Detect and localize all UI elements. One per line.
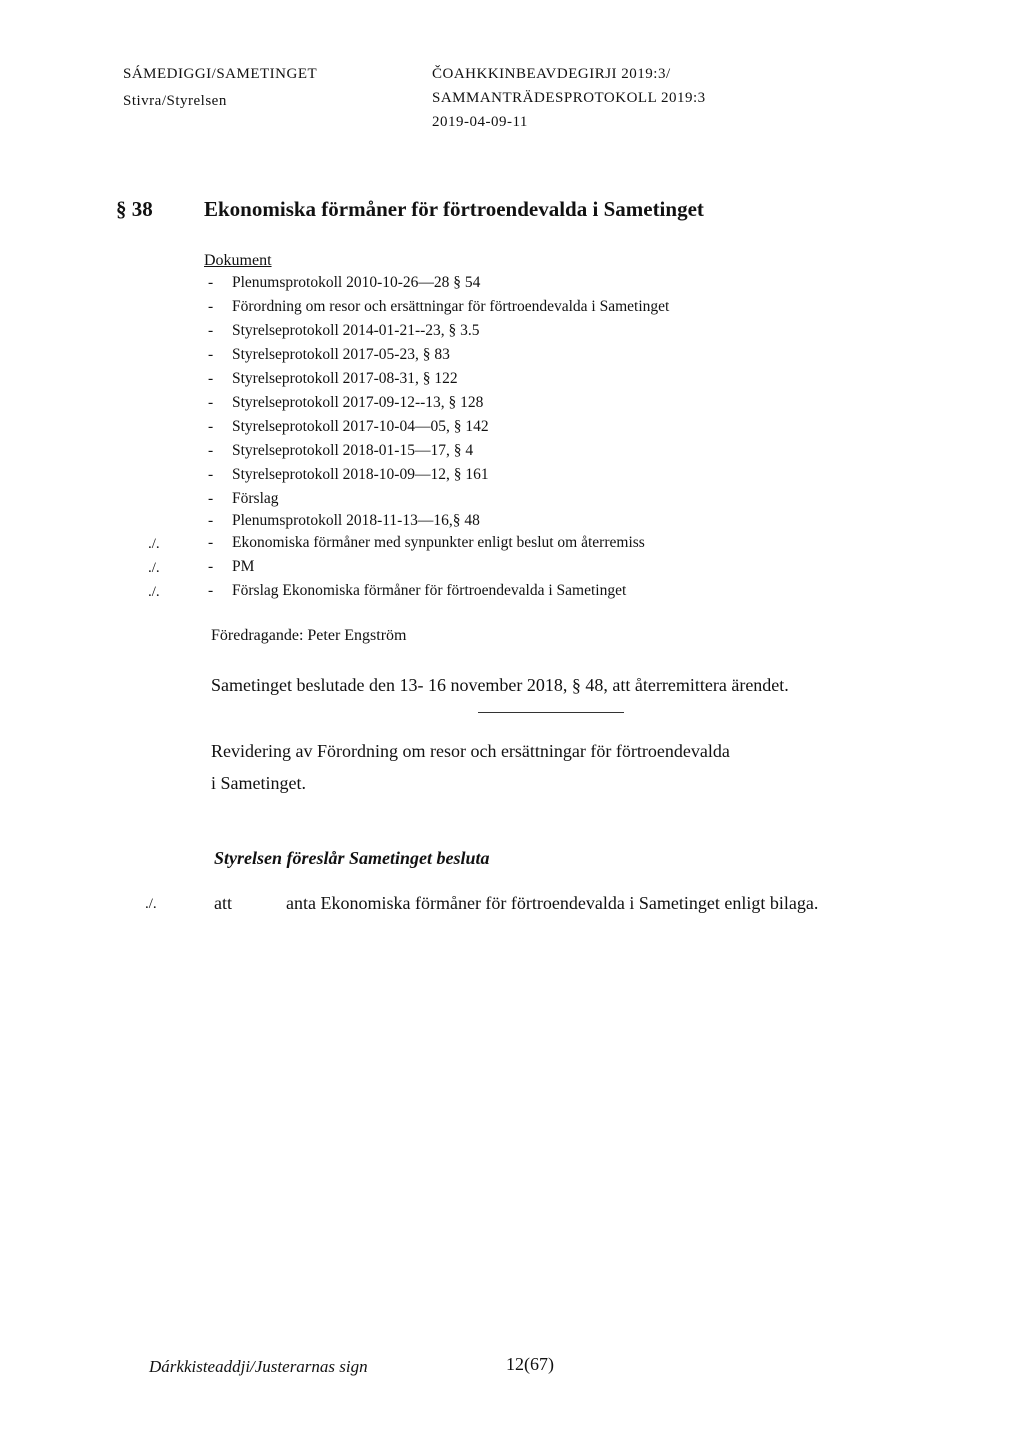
- attachment-marker: ./.: [148, 584, 160, 600]
- document-text: Styrelseprotokoll 2017-05-23, § 83: [232, 346, 450, 363]
- attachment-marker: ./.: [145, 896, 157, 912]
- section-title: Ekonomiska förmåner för förtroendevalda i Sametinget: [204, 197, 704, 221]
- document-item: [208, 582, 626, 600]
- revision-line-2: i Sametinget.: [211, 773, 306, 793]
- header-protocol-swedish: SAMMANTRÄDESPROTOKOLL 2019:3: [432, 90, 706, 106]
- divider: [478, 712, 624, 713]
- document-item: [208, 490, 279, 508]
- attachment-marker: ./.: [148, 560, 160, 576]
- document-text: Förordning om resor och ersättningar för förtroendevalda i Sametinget: [232, 298, 670, 315]
- proposal-text: anta Ekonomiska förmåner för förtroendevalda i Sametinget enligt bilaga.: [286, 893, 819, 913]
- documents-label: Dokument: [204, 252, 272, 269]
- header-org: SÁMEDIGGI/SAMETINGET: [123, 66, 318, 82]
- document-text: Ekonomiska förmåner med synpunkter enligt beslut om återremiss: [232, 534, 645, 551]
- proposal-att: att: [214, 893, 232, 913]
- list-dash: -: [208, 442, 214, 459]
- list-dash: -: [208, 558, 214, 575]
- list-dash: -: [208, 512, 214, 529]
- background-text: Sametinget beslutade den 13- 16 november 2018, § 48, att återremittera ärendet.: [211, 675, 789, 695]
- header-dates: 2019-04-09-11: [432, 114, 528, 130]
- list-dash: -: [208, 418, 214, 435]
- proposal-heading: Styrelsen föreslår Sametinget besluta: [214, 848, 490, 868]
- page-number: 12(67): [506, 1354, 554, 1374]
- presenter: Föredragande: Peter Engström: [211, 627, 407, 644]
- revision-line-1: Revidering av Förordning om resor och ersättningar för förtroendevalda: [211, 741, 730, 761]
- header-unit: Stivra/Styrelsen: [123, 93, 227, 109]
- document-text: Styrelseprotokoll 2017-09-12--13, § 128: [232, 394, 484, 411]
- document-item: [208, 558, 254, 576]
- list-dash: -: [208, 490, 214, 507]
- header-protocol-sami: ČOAHKKINBEAVDEGIRJI 2019:3/: [432, 66, 671, 82]
- document-text: Plenumsprotokoll 2018-11-13—16,§ 48: [232, 512, 480, 529]
- document-item: [208, 322, 480, 340]
- document-text: Plenumsprotokoll 2010-10-26—28 § 54: [232, 274, 481, 291]
- list-dash: -: [208, 274, 214, 291]
- document-text: Styrelseprotokoll 2017-08-31, § 122: [232, 370, 458, 387]
- list-dash: -: [208, 298, 214, 315]
- document-item: [208, 370, 458, 388]
- document-item: [208, 418, 489, 436]
- document-item: [208, 274, 480, 292]
- document-item: [208, 466, 489, 484]
- signature-label: Dárkkisteaddji/Justerarnas sign: [149, 1357, 368, 1376]
- list-dash: -: [208, 346, 214, 363]
- document-item: [208, 298, 669, 316]
- document-item: [208, 394, 483, 412]
- list-dash: -: [208, 322, 214, 339]
- document-item: [208, 534, 645, 552]
- document-item: [208, 442, 473, 460]
- document-text: PM: [232, 558, 255, 575]
- section-number: § 38: [116, 197, 153, 221]
- document-item: [208, 512, 480, 530]
- document-item: [208, 346, 450, 364]
- list-dash: -: [208, 582, 214, 599]
- list-dash: -: [208, 370, 214, 387]
- document-text: Styrelseprotokoll 2018-10-09—12, § 161: [232, 466, 489, 483]
- document-text: Förslag: [232, 490, 279, 507]
- document-text: Styrelseprotokoll 2014-01-21--23, § 3.5: [232, 322, 480, 339]
- list-dash: -: [208, 466, 214, 483]
- document-text: Förslag Ekonomiska förmåner för förtroendevalda i Sametinget: [232, 582, 627, 599]
- document-text: Styrelseprotokoll 2018-01-15—17, § 4: [232, 442, 474, 459]
- list-dash: -: [208, 534, 214, 551]
- attachment-marker: ./.: [148, 536, 160, 552]
- list-dash: -: [208, 394, 214, 411]
- document-text: Styrelseprotokoll 2017-10-04—05, § 142: [232, 418, 489, 435]
